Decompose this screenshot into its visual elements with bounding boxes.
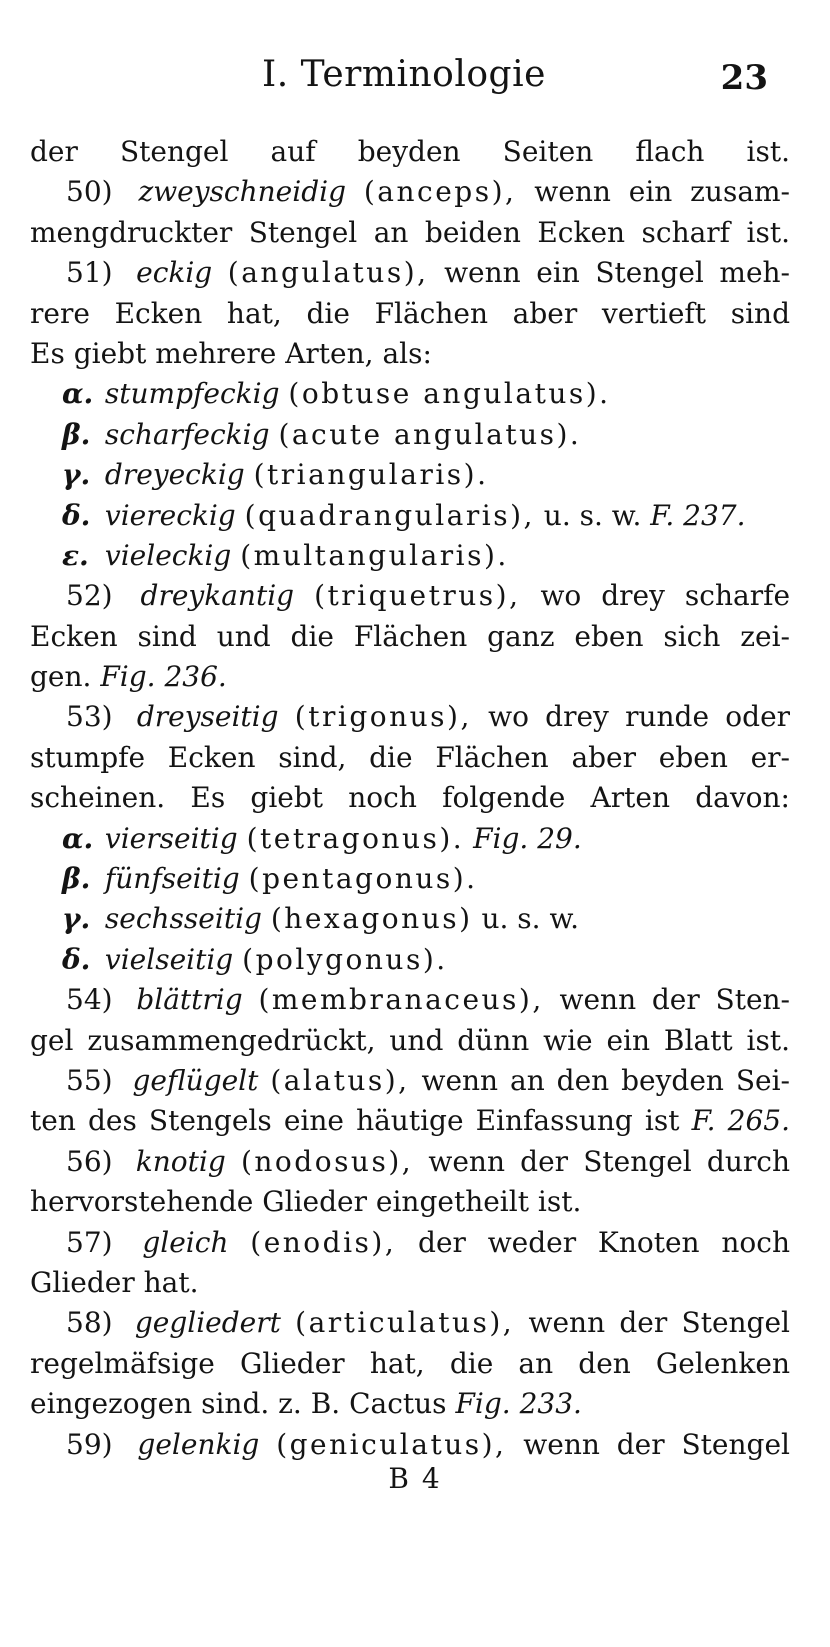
- text-line: regelmäfsige Glieder hat, die an den Gelenken: [30, 1346, 790, 1380]
- subentry-53-gamma: [30, 899, 790, 939]
- entry-58: [30, 1303, 790, 1343]
- entry-51: [30, 253, 790, 293]
- subentry-marker: β.: [62, 417, 91, 451]
- subentry-51-epsilon: [30, 536, 790, 576]
- subentry-51-gamma: [30, 455, 790, 495]
- description: wenn ein zusam-: [534, 175, 790, 209]
- term: gegliedert: [134, 1306, 281, 1340]
- signature-mark: B 4: [388, 1462, 442, 1495]
- entry-57: [30, 1223, 790, 1263]
- figure-reference: F. 265.: [691, 1104, 790, 1138]
- term: vieleckig: [104, 538, 232, 572]
- entry-number: 58): [66, 1306, 113, 1340]
- description: wenn ein Stengel meh-: [444, 256, 790, 290]
- text-line: stumpfe Ecken sind, die Flächen aber eben er-: [30, 740, 790, 774]
- term: dreyseitig: [136, 700, 279, 734]
- latin-name: (geniculatus),: [276, 1427, 507, 1461]
- entry-59: [30, 1425, 790, 1465]
- figure-reference: Fig. 236.: [100, 660, 227, 694]
- text-line: ten des Stengels eine häutige Einfassung ist F. 265.: [30, 1104, 790, 1138]
- subentry-marker: α.: [62, 821, 94, 855]
- text-body: [30, 132, 790, 1465]
- term: scharfeckig: [104, 417, 270, 451]
- figure-reference: Fig. 29.: [473, 821, 582, 855]
- latin-name: (articulatus),: [295, 1306, 515, 1340]
- entry-number: 51): [66, 256, 113, 290]
- term: viereckig: [104, 498, 236, 532]
- text-line: gel zusammengedrückt, und dünn wie ein Blatt ist.: [30, 1023, 790, 1057]
- latin-name: (pentagonus).: [248, 862, 478, 896]
- subentry-marker: γ.: [62, 458, 91, 492]
- latin-name: (enodis),: [250, 1225, 397, 1259]
- subentry-marker: γ.: [62, 902, 91, 936]
- term: eckig: [136, 256, 213, 290]
- text-line: der Stengel auf beyden Seiten flach ist.: [30, 135, 790, 168]
- entry-55: [30, 1061, 790, 1101]
- term: vierseitig: [104, 821, 238, 855]
- entry-number: 52): [66, 579, 113, 613]
- running-header: [0, 54, 830, 104]
- entry-50: [30, 172, 790, 212]
- latin-name: (multangularis).: [240, 538, 509, 572]
- latin-name: (hexagonus): [270, 902, 473, 936]
- text-line: eingezogen sind. z. B. Cactus Fig. 233.: [30, 1387, 582, 1421]
- entry-number: 59): [66, 1427, 113, 1461]
- term: gleich: [142, 1225, 229, 1259]
- figure-reference: F. 237.: [650, 498, 746, 532]
- text-line: Glieder hat.: [30, 1265, 199, 1299]
- description: wenn der Stengel durch: [428, 1144, 790, 1178]
- subentry-53-alpha: [30, 819, 790, 859]
- description: wenn der Stengel: [523, 1427, 790, 1461]
- entry-number: 54): [66, 983, 113, 1017]
- figure-reference: Fig. 233.: [455, 1387, 582, 1421]
- term: dreyeckig: [104, 458, 245, 492]
- subentry-marker: ε.: [62, 538, 89, 572]
- subentry-53-delta: [30, 940, 790, 980]
- entry-number: 57): [66, 1225, 113, 1259]
- latin-name: (triangularis).: [253, 458, 489, 492]
- entry-number: 53): [66, 700, 113, 734]
- entry-53: [30, 697, 790, 737]
- entry-number: 56): [66, 1144, 113, 1178]
- subentry-53-beta: [30, 859, 790, 899]
- latin-name: (quadrangularis),: [244, 498, 535, 532]
- term: vielseitig: [104, 942, 234, 976]
- description: wenn an den beyden Sei-: [421, 1063, 790, 1097]
- latin-name: (anceps),: [363, 175, 517, 209]
- term: zweyschneidig: [138, 175, 346, 209]
- description: u. s. w.: [543, 498, 642, 532]
- latin-name: (obtuse angulatus).: [288, 377, 611, 411]
- text-line: hervorstehende Glieder eingetheilt ist.: [30, 1185, 582, 1219]
- term: stumpfeckig: [104, 377, 280, 411]
- entry-number: 55): [66, 1063, 113, 1097]
- subentry-marker: β.: [62, 862, 91, 896]
- text-line: mengdruckter Stengel an beiden Ecken scharf ist.: [30, 215, 790, 249]
- description: wo drey runde oder: [488, 700, 790, 734]
- latin-name: (tetragonus).: [246, 821, 465, 855]
- text-line: Es giebt mehrere Arten, als:: [30, 336, 432, 370]
- subentry-marker: δ.: [62, 942, 91, 976]
- text-line: Ecken sind und die Flächen ganz eben sich zei-: [30, 619, 790, 653]
- description: u. s. w.: [481, 902, 579, 936]
- running-title: I. Terminologie: [262, 54, 546, 95]
- latin-name: (alatus),: [270, 1063, 410, 1097]
- entry-52: [30, 576, 790, 616]
- page-number: 23: [720, 58, 768, 98]
- term: fünfseitig: [104, 862, 240, 896]
- latin-name: (triquetrus),: [314, 579, 521, 613]
- subentry-51-alpha: [30, 374, 790, 414]
- description: der weder Knoten noch: [418, 1225, 790, 1259]
- entry-54: [30, 980, 790, 1020]
- term: knotig: [135, 1144, 226, 1178]
- text-line: scheinen. Es giebt noch folgende Arten davon:: [30, 781, 790, 815]
- subentry-marker: δ.: [62, 498, 91, 532]
- description: wo drey scharfe: [540, 579, 790, 613]
- term: dreykantig: [140, 579, 295, 613]
- subentry-marker: α.: [62, 377, 94, 411]
- entry-56: [30, 1142, 790, 1182]
- entry-number: 50): [66, 175, 113, 209]
- latin-name: (polygonus).: [242, 942, 448, 976]
- term: geflügelt: [132, 1063, 259, 1097]
- latin-name: (trigonus),: [294, 700, 472, 734]
- latin-name: (nodosus),: [240, 1144, 414, 1178]
- subentry-51-delta: [30, 496, 790, 536]
- latin-name: (angulatus),: [227, 256, 429, 290]
- latin-name: (membranaceus),: [258, 983, 544, 1017]
- text-line: gen. Fig. 236.: [30, 660, 227, 694]
- latin-name: (acute angulatus).: [278, 417, 582, 451]
- subentry-51-beta: [30, 415, 790, 455]
- text-line: rere Ecken hat, die Flächen aber vertieft sind: [30, 296, 790, 330]
- term: gelenkig: [137, 1427, 260, 1461]
- description: wenn der Sten-: [559, 983, 790, 1017]
- description: wenn der Stengel: [528, 1306, 790, 1340]
- term: sechsseitig: [104, 902, 262, 936]
- term: blättrig: [136, 983, 243, 1017]
